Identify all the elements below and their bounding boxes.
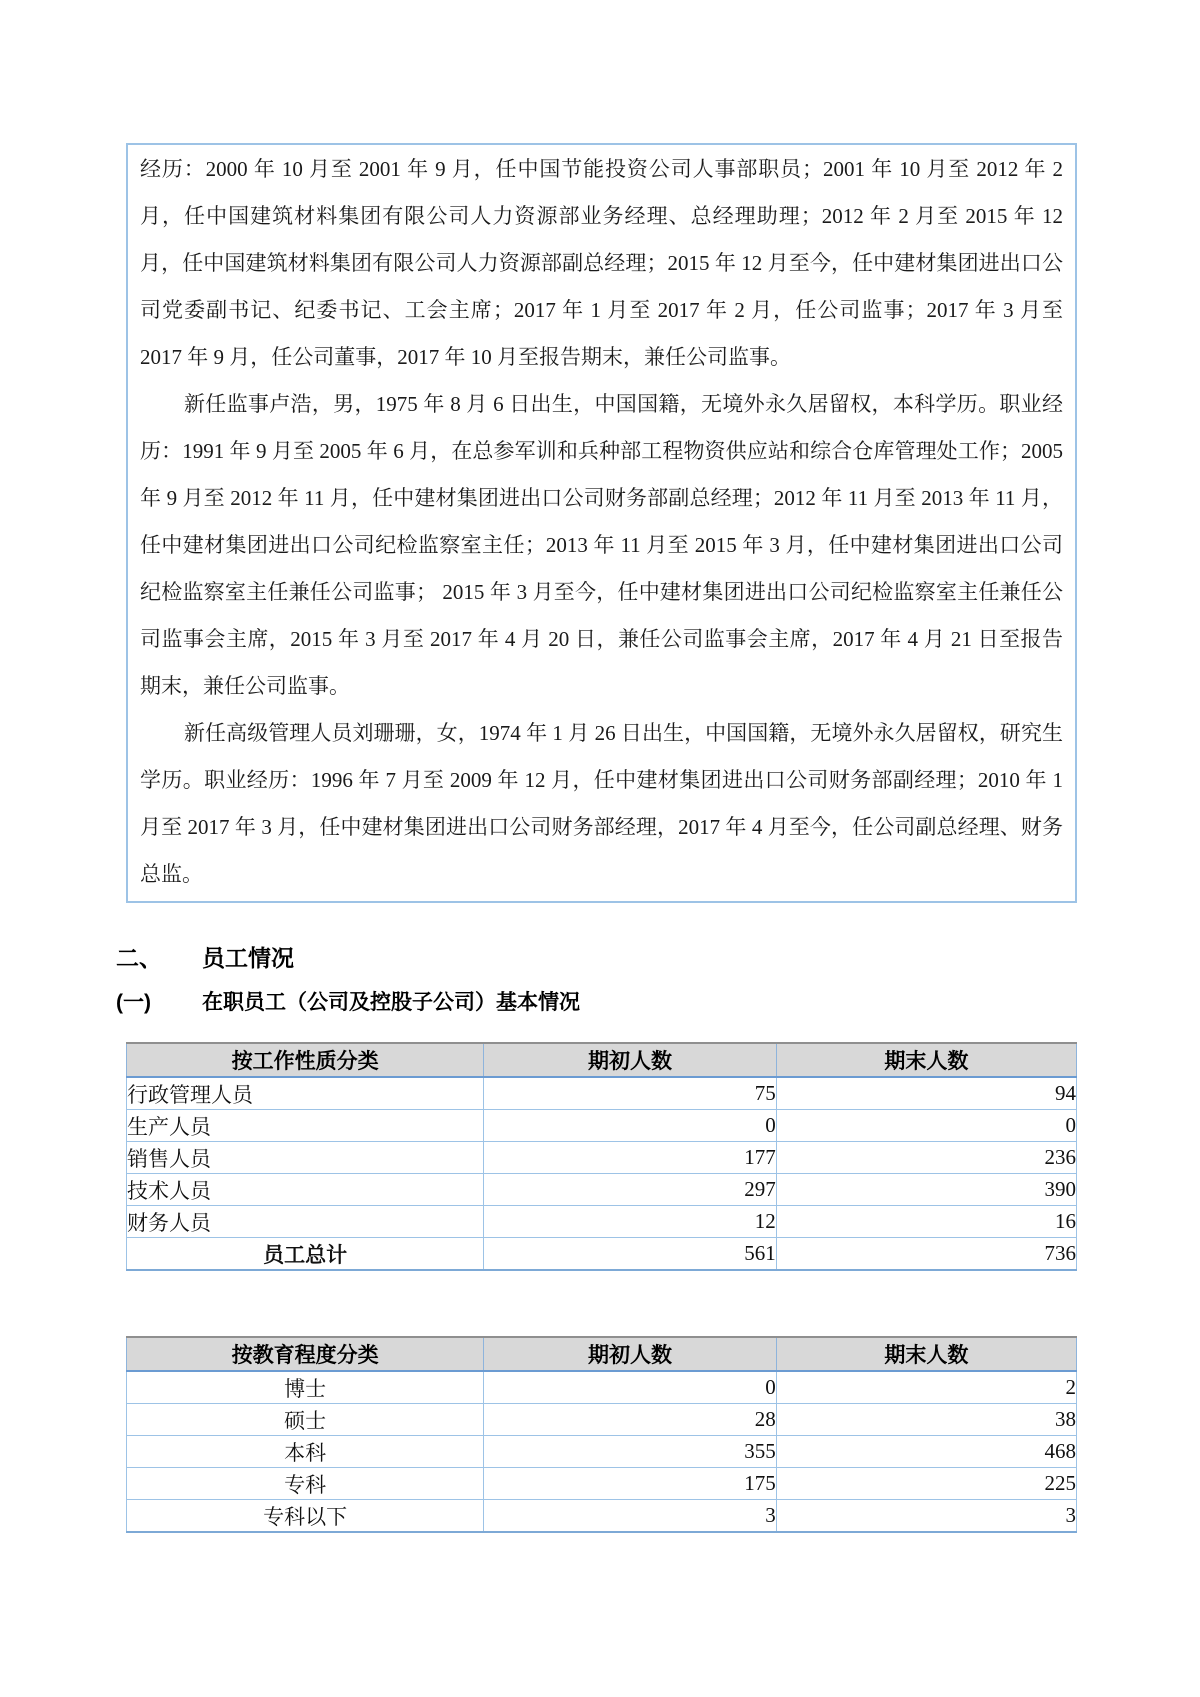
table-employees-by-education: [126, 1336, 1077, 1533]
job-category-label: 技术人员: [127, 1174, 484, 1206]
bio-paragraph-3: 新任高级管理人员刘珊珊，女，1974 年 1 月 26 日出生，中国国籍，无境外永久居留权，研究生学历。职业经历：1996 年 7 月至 2009 年 12 月，任中建材集团进出口公司财务部副经理；2010 年 1 月至 2017 年 3 月，任中建材集团进出口公司财务部经理，2017 年 4 月至今，任公司副总经理、财务总监。: [140, 721, 1063, 886]
table-header-row: [127, 1337, 1077, 1371]
education-category-label: 硕士: [127, 1404, 484, 1436]
end-count-value: 468: [776, 1436, 1076, 1468]
section-number: 二、: [116, 945, 162, 971]
subsection-number: (一): [116, 991, 151, 1014]
begin-count-value: 28: [484, 1404, 777, 1436]
table-row: [127, 1468, 1077, 1500]
begin-count-value: 0: [484, 1110, 777, 1142]
header-education-category: 按教育程度分类: [127, 1337, 484, 1371]
begin-count-value: 12: [484, 1206, 777, 1238]
total-end-count: 736: [776, 1238, 1076, 1271]
header-end-count: 期末人数: [776, 1043, 1076, 1077]
header-job-category: 按工作性质分类: [127, 1043, 484, 1077]
total-label: 员工总计: [127, 1238, 484, 1271]
end-count-value: 3: [776, 1500, 1076, 1533]
table-employees-by-job-type: [126, 1042, 1077, 1271]
table-total-row: [127, 1238, 1077, 1271]
table-row: [127, 1174, 1077, 1206]
job-category-label: 行政管理人员: [127, 1077, 484, 1110]
end-count-value: 2: [776, 1371, 1076, 1404]
page-content: [116, 143, 1077, 1533]
header-end-count: 期末人数: [776, 1337, 1076, 1371]
begin-count-value: 297: [484, 1174, 777, 1206]
begin-count-value: 175: [484, 1468, 777, 1500]
biography-text-box: [126, 143, 1077, 903]
table-row: [127, 1371, 1077, 1404]
total-begin-count: 561: [484, 1238, 777, 1271]
begin-count-value: 0: [484, 1371, 777, 1404]
subsection-title: 在职员工（公司及控股子公司）基本情况: [202, 991, 580, 1014]
table-row: [127, 1142, 1077, 1174]
begin-count-value: 177: [484, 1142, 777, 1174]
end-count-value: 38: [776, 1404, 1076, 1436]
header-begin-count: 期初人数: [484, 1043, 777, 1077]
table-row: [127, 1110, 1077, 1142]
end-count-value: 390: [776, 1174, 1076, 1206]
education-category-label: 专科以下: [127, 1500, 484, 1533]
end-count-value: 94: [776, 1077, 1076, 1110]
table-row: [127, 1500, 1077, 1533]
job-category-label: 销售人员: [127, 1142, 484, 1174]
table-row: [127, 1206, 1077, 1238]
section-heading-employees: [116, 943, 1077, 973]
job-category-label: 财务人员: [127, 1206, 484, 1238]
table-row: [127, 1436, 1077, 1468]
table-header-row: [127, 1043, 1077, 1077]
education-category-label: 博士: [127, 1371, 484, 1404]
section-title: 员工情况: [202, 945, 294, 971]
end-count-value: 0: [776, 1110, 1076, 1142]
table-row: [127, 1077, 1077, 1110]
job-category-label: 生产人员: [127, 1110, 484, 1142]
end-count-value: 225: [776, 1468, 1076, 1500]
subsection-heading-staff-basics: [116, 989, 1077, 1017]
begin-count-value: 75: [484, 1077, 777, 1110]
header-begin-count: 期初人数: [484, 1337, 777, 1371]
end-count-value: 236: [776, 1142, 1076, 1174]
bio-paragraph-1: 经历：2000 年 10 月至 2001 年 9 月，任中国节能投资公司人事部职员；2001 年 10 月至 2012 年 2 月，任中国建筑材料集团有限公司人力资源部业务经理、总经理助理；2012 年 2 月至 2015 年 12 月，任中国建筑材料集团有限公司人力资源部副总经理；2015 年 12 月至今，任中建材集团进出口公司党委副书记、纪委书记、工会主席；2017 年 1 月至 2017 年 2 月，任公司监事；2017 年 3 月至 2017 年 9 月，任公司董事，2017 年 10 月至报告期末，兼任公司监事。: [140, 157, 1063, 369]
education-category-label: 本科: [127, 1436, 484, 1468]
begin-count-value: 355: [484, 1436, 777, 1468]
education-category-label: 专科: [127, 1468, 484, 1500]
table-row: [127, 1404, 1077, 1436]
end-count-value: 16: [776, 1206, 1076, 1238]
begin-count-value: 3: [484, 1500, 777, 1533]
bio-paragraph-2: 新任监事卢浩，男，1975 年 8 月 6 日出生，中国国籍，无境外永久居留权，本科学历。职业经历：1991 年 9 月至 2005 年 6 月，在总参军训和兵种部工程物资供应站和综合仓库管理处工作；2005 年 9 月至 2012 年 11 月，任中建材集团进出口公司财务部副总经理；2012 年 11 月至 2013 年 11 月，任中建材集团进出口公司纪检监察室主任；2013 年 11 月至 2015 年 3 月，任中建材集团进出口公司纪检监察室主任兼任公司监事； 2015 年 3 月至今，任中建材集团进出口公司纪检监察室主任兼任公司监事会主席，2015 年 3 月至 2017 年 4 月 20 日，兼任公司监事会主席，2017 年 4 月 21 日至报告期末，兼任公司监事。: [140, 392, 1063, 698]
